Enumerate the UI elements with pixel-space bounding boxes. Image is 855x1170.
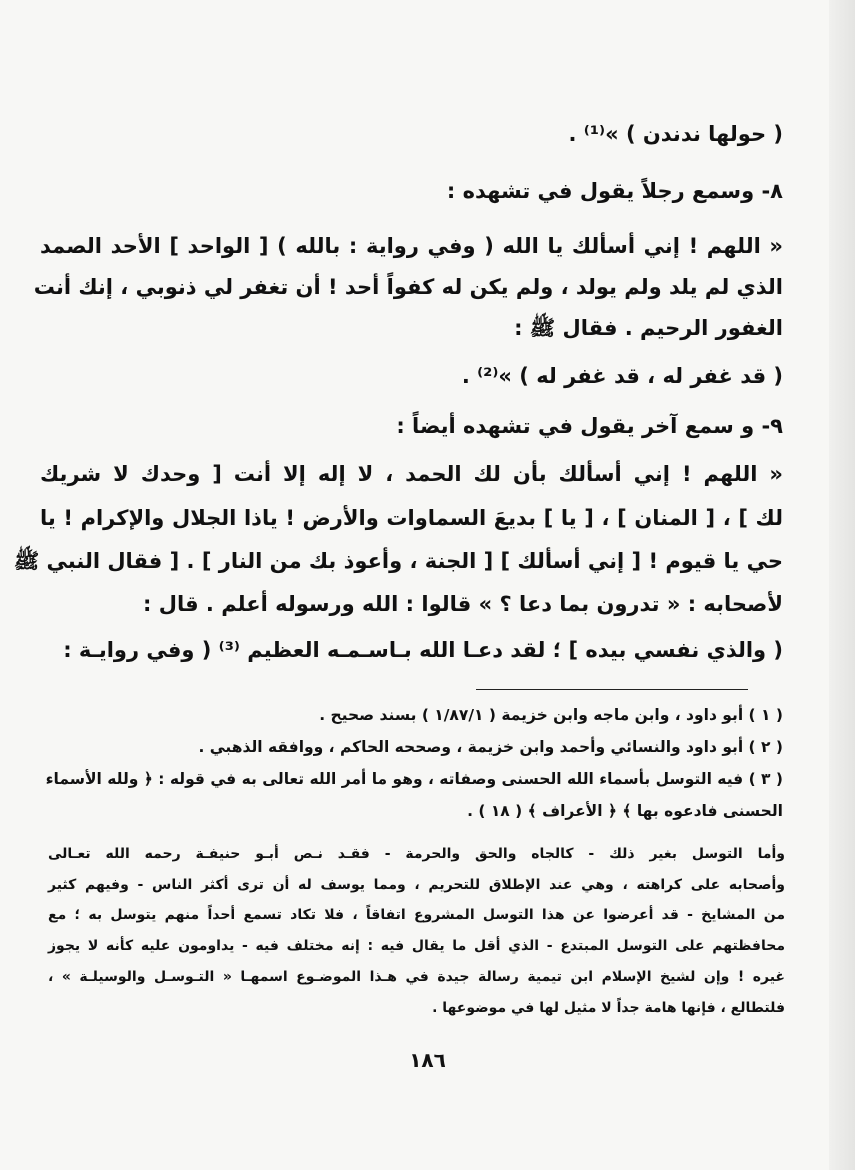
body-line: ( قد غفر له ، قد غفر له ) »⁽²⁾ . (461, 364, 783, 388)
note-line: من المشايخ - قد أعرضوا عن هذا التوسل المشروع اتفاقاً ، فلا تكاد تسمع أحداً منهم يتوسل به ؛ مع (48, 907, 785, 923)
body-line: حي يا قيوم ! [ إني أسألك ] [ الجنة ، وأعوذ بك من النار ] . [ فقال النبي ﷺ (13, 549, 783, 573)
body-line: الذي لم يلد ولم يولد ، ولم يكن له كفواً أحد ! أن تغفر لي ذنوبي ، إنك أنت (33, 275, 783, 299)
note-line: وأصحابه على كراهته ، وهي عند الإطلاق للتحريم ، ومما يوسف له أن ترى أكثر الناس - وفيهم كثير (48, 877, 785, 893)
section-heading: ٩- و سمع آخر يقول في تشهده أيضاً : (396, 414, 783, 438)
body-line: « اللهم ! إني أسألك يا الله ( وفي رواية : بالله ) [ الواحد ] الأحد الصمد (40, 234, 783, 258)
page-edge-shadow (829, 0, 855, 1170)
footnote-divider (476, 689, 748, 690)
footnote: ( ٣ ) فيه التوسل بأسماء الله الحسنى وصفاته ، وهو ما أمر الله تعالى به في قوله : ﴿ ولله الأسماء (45, 770, 783, 788)
note-line: غيره ! وإن لشيخ الإسلام ابن تيمية رسالة جيدة في هـذا الموضـوع اسمهـا « التـوسـل والوسيلـة » ، (48, 969, 785, 985)
body-line: ( حولها ندندن ) »⁽¹⁾ . (568, 122, 783, 146)
note-line: وأما التوسل بغير ذلك - كالجاه والحق والحرمة - فقـد نـص أبـو حنيفـة رحمه الله تعـالى (48, 846, 785, 862)
page-number: ١٨٦ (409, 1048, 446, 1072)
footnote: الحسنى فادعوه بها ﴾ ﴿ الأعراف ﴾ ( ١٨ ) . (467, 802, 783, 820)
body-line: لك ] ، [ المنان ] ، [ يا ] بديعَ السماوات والأرض ! ياذا الجلال والإكرام ! يا (40, 506, 783, 530)
footnote: ( ١ ) أبو داود ، وابن ماجه وابن خزيمة ( ١/٨٧/١ ) بسند صحيح . (319, 706, 783, 724)
footnote: ( ٢ ) أبو داود والنسائي وأحمد وابن خزيمة ، وصححه الحاكم ، ووافقه الذهبي . (198, 738, 783, 756)
body-line: ( والذي نفسي بيده ] ؛ لقد دعـا الله بـاسـمـه العظيم ⁽³⁾ ( وفي روايـة : (63, 638, 783, 662)
body-line: الغفور الرحيم . فقال ﷺ : (514, 316, 783, 340)
note-line: محافظتهم على التوسل المبتدع - الذي أقل ما يقال فيه : إنه مختلف فيه - يداومون عليه كأنه لا يجوز (48, 938, 785, 954)
body-line: لأصحابه : « تدرون بما دعا ؟ » قالوا : الله ورسوله أعلم . قال : (143, 592, 783, 616)
body-line: « اللهم ! إني أسألك بأن لك الحمد ، لا إله إلا أنت [ وحدك لا شريك (40, 462, 783, 486)
note-line: فلتطالع ، فإنها هامة جداً لا مثيل لها في موضوعها . (432, 1000, 785, 1016)
section-heading: ٨- وسمع رجلاً يقول في تشهده : (446, 179, 783, 203)
